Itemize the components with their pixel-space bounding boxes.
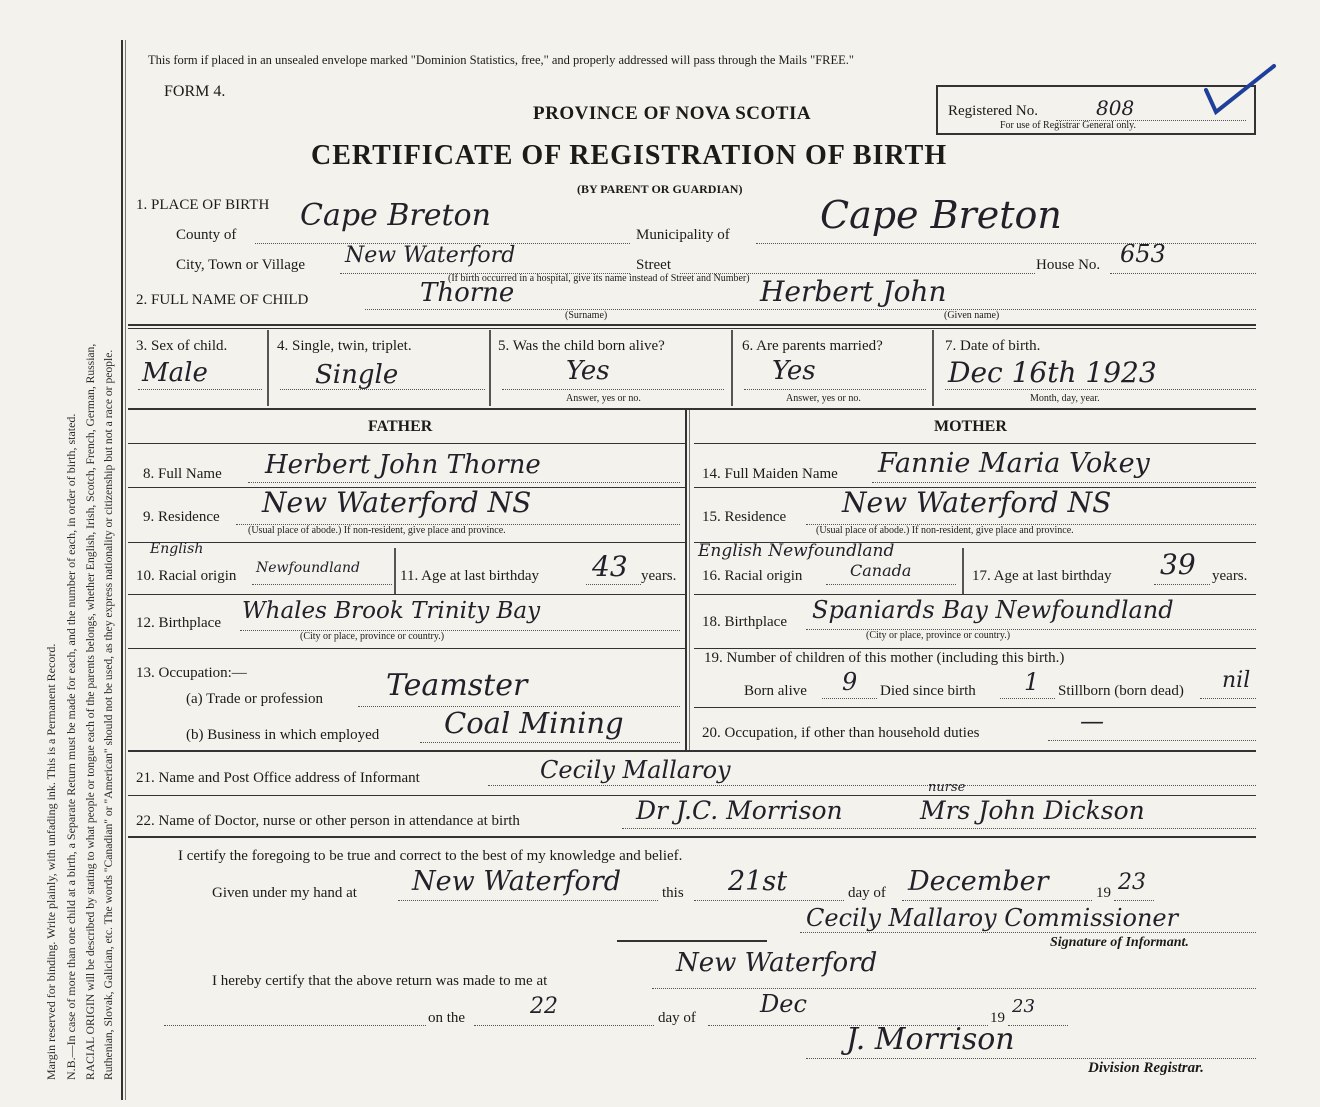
mail-notice: This form if placed in an unsealed envelope marked "Dominion Statistics, free," and properly addressed will pass through the Mails "FREE." <box>148 53 855 67</box>
day-line <box>694 900 844 901</box>
row-sep-19 <box>694 648 1256 649</box>
father-business-label: (b) Business in which employed <box>186 727 380 743</box>
registrar-day-of-label: day of <box>658 1010 696 1026</box>
father-residence-note: (Usual place of abode.) If non-resident, give place and province. <box>248 525 506 536</box>
doctor-label: 22. Name of Doctor, nurse or other person in attendance at birth <box>136 813 520 829</box>
col-div-2 <box>489 330 491 406</box>
mother-age-divider <box>962 548 964 594</box>
row-sep-12 <box>128 594 685 595</box>
city-value: New Waterford <box>345 243 516 268</box>
mother-occupation-label: 20. Occupation, if other than household duties <box>702 725 980 741</box>
died-line <box>1000 698 1055 699</box>
row-sep-10 <box>128 542 685 543</box>
certify-year-prefix: 19 <box>1096 885 1111 901</box>
mother-years-label: years. <box>1212 568 1248 584</box>
mother-age-line <box>1154 584 1210 585</box>
child-given-value: Herbert John <box>760 275 947 308</box>
mother-residence-label: 15. Residence <box>702 509 787 525</box>
mother-name-value: Fannie Maria Vokey <box>878 448 1150 479</box>
father-years-label: years. <box>641 568 677 584</box>
row-sep-13 <box>128 648 685 649</box>
born-alive-label: Born alive <box>744 683 807 699</box>
father-age-divider <box>394 548 396 594</box>
father-birthplace-note: (City or place, province or country.) <box>300 631 445 642</box>
mother-age-label: 17. Age at last birthday <box>972 568 1112 584</box>
certify-statement: I certify the foregoing to be true and correct to the best of my knowledge and belief. <box>178 848 683 864</box>
house-value: 653 <box>1120 240 1166 268</box>
informant-value: Cecily Mallaroy <box>540 756 731 784</box>
mother-heading: MOTHER <box>934 418 1007 435</box>
registrar-year-line <box>1008 1025 1068 1026</box>
father-racial-line <box>252 584 392 585</box>
registrar-statement: I hereby certify that the above return was made to me at <box>212 973 548 989</box>
certify-year-line <box>1114 900 1154 901</box>
given-name-note: (Given name) <box>944 310 1000 321</box>
registered-label: Registered No. <box>948 103 1038 119</box>
mother-children-label: 19. Number of children of this mother (including this birth.) <box>704 650 1065 666</box>
father-trade-label: (a) Trade or profession <box>186 691 324 707</box>
stillborn-value: nil <box>1222 668 1251 693</box>
mother-racial-line <box>826 584 956 585</box>
died-label: Died since birth <box>880 683 976 699</box>
mother-birthplace-note: (City or place, province or country.) <box>866 630 1011 641</box>
mother-occupation-line <box>1048 740 1256 741</box>
signature-rule <box>617 940 767 942</box>
father-name-label: 8. Full Name <box>143 466 222 482</box>
date-label: 7. Date of birth. <box>945 338 1041 354</box>
registrar-year-prefix: 19 <box>990 1010 1005 1026</box>
mother-residence-value: New Waterford NS <box>842 486 1112 519</box>
nurse-mark: nurse <box>928 780 966 795</box>
mother-name-label: 14. Full Maiden Name <box>702 466 838 482</box>
stillborn-line <box>1200 698 1256 699</box>
doctor-value: Dr J.C. Morrison <box>636 796 843 825</box>
mother-occupation-value: — <box>1080 707 1104 735</box>
father-racial-value: Newfoundland <box>256 560 360 576</box>
father-heading: FATHER <box>368 418 433 435</box>
col-div-4 <box>932 330 934 406</box>
divider-1 <box>128 324 1256 326</box>
father-residence-value: New Waterford NS <box>262 486 532 519</box>
divider-2 <box>128 408 1256 410</box>
municipality-label: Municipality of <box>636 227 730 243</box>
col-div-3 <box>731 330 733 406</box>
died-value: 1 <box>1024 668 1040 696</box>
registrar-year-value: 23 <box>1012 996 1035 1017</box>
margin-note-4: Ruthenian, Slovak, Galician, etc. The words "Canadian" or "American" should not be used, as they express nationality or citizenship but not a race or people. <box>102 349 115 1080</box>
certify-day-value: 21st <box>728 866 788 897</box>
row-sep-20 <box>694 707 1256 708</box>
registrar-day-value: 22 <box>530 994 558 1019</box>
child-name-line <box>365 309 1256 310</box>
sex-label: 3. Sex of child. <box>136 338 228 354</box>
born-alive-value: 9 <box>842 668 858 696</box>
margin-note-1: Margin reserved for binding. Write plainly, with unfading ink. This is a Permanent Record. <box>44 643 58 1080</box>
registrar-place-value: New Waterford <box>676 948 878 978</box>
divider-3 <box>128 750 1256 752</box>
mother-racial-value: Canada <box>850 561 912 580</box>
informant-label: 21. Name and Post Office address of Informant <box>136 770 420 786</box>
informant-line <box>488 785 1256 786</box>
father-racial-top-value: English <box>150 541 204 557</box>
house-label: House No. <box>1036 257 1101 273</box>
father-occupation-label: 13. Occupation:— <box>136 665 247 681</box>
registrar-signature-line <box>806 1058 1256 1059</box>
registrar-day-line <box>474 1025 654 1026</box>
married-label: 6. Are parents married? <box>742 338 883 354</box>
province-title: PROVINCE OF NOVA SCOTIA <box>533 103 812 124</box>
married-note: Answer, yes or no. <box>786 393 861 404</box>
informant-signature-line <box>800 932 1256 933</box>
mother-birthplace-value: Spaniards Bay Newfoundland <box>812 596 1174 624</box>
doctor-line <box>622 828 1256 829</box>
father-racial-label: 10. Racial origin <box>136 568 237 584</box>
registrar-month-value: Dec <box>760 990 807 1018</box>
informant-signature: Cecily Mallaroy Commissioner <box>806 904 1179 932</box>
date-value: Dec 16th 1923 <box>948 356 1157 389</box>
mother-name-line <box>872 482 1256 483</box>
page-title: CERTIFICATE OF REGISTRATION OF BIRTH <box>311 140 948 171</box>
center-divider-b <box>689 410 690 750</box>
child-surname-value: Thorne <box>420 278 515 308</box>
given-place-value: New Waterford <box>412 866 621 897</box>
surname-note: (Surname) <box>565 310 608 321</box>
certify-day-of-label: day of <box>848 885 886 901</box>
single-label: 4. Single, twin, triplet. <box>277 338 412 354</box>
signature-label: Signature of Informant. <box>1050 935 1189 950</box>
municipality-line <box>756 243 1256 244</box>
given-place-line <box>398 900 658 901</box>
county-value: Cape Breton <box>300 198 491 233</box>
alive-note: Answer, yes or no. <box>566 393 641 404</box>
father-birthplace-label: 12. Birthplace <box>136 615 221 631</box>
divider-5 <box>128 836 1256 838</box>
alive-line <box>502 389 724 390</box>
municipality-value: Cape Breton <box>820 193 1062 237</box>
mother-age-value: 39 <box>1160 548 1196 581</box>
division-registrar-label: Division Registrar. <box>1088 1060 1204 1076</box>
check-mark-icon <box>1200 60 1280 120</box>
registrar-lead-line <box>164 1025 426 1026</box>
father-business-line <box>420 742 680 743</box>
father-trade-value: Teamster <box>386 668 528 703</box>
father-age-line <box>586 584 641 585</box>
binding-border <box>121 40 123 1100</box>
born-alive-line <box>822 698 877 699</box>
this-label: this <box>662 885 684 901</box>
mother-racial-label: 16. Racial origin <box>702 568 803 584</box>
row-sep-18 <box>694 594 1256 595</box>
single-value: Single <box>315 360 399 390</box>
alive-value: Yes <box>566 356 610 386</box>
col-div-1 <box>267 330 269 406</box>
married-value: Yes <box>772 356 816 386</box>
mother-residence-note: (Usual place of abode.) If non-resident, give place and province. <box>816 525 1074 536</box>
divider-1b <box>128 328 1256 329</box>
date-line <box>945 389 1256 390</box>
certify-year-value: 23 <box>1118 870 1146 895</box>
binding-border-inner <box>125 40 126 1100</box>
city-label: City, Town or Village <box>176 257 306 273</box>
doctor-value-2: Mrs John Dickson <box>920 796 1145 825</box>
father-age-value: 43 <box>592 550 628 583</box>
registered-value: 808 <box>1096 96 1135 120</box>
sex-value: Male <box>142 358 208 388</box>
alive-label: 5. Was the child born alive? <box>498 338 665 354</box>
house-line <box>1110 273 1256 274</box>
stillborn-label: Stillborn (born dead) <box>1058 683 1184 699</box>
on-the-label: on the <box>428 1010 466 1026</box>
month-line <box>902 900 1092 901</box>
row-sep-14 <box>694 443 1256 444</box>
center-divider <box>685 410 687 750</box>
father-business-value: Coal Mining <box>444 706 624 740</box>
father-age-label: 11. Age at last birthday <box>400 568 539 584</box>
certify-month-value: December <box>908 866 1049 897</box>
form-number: FORM 4. <box>164 83 226 100</box>
subtitle: (BY PARENT OR GUARDIAN) <box>577 182 743 196</box>
margin-note-3: RACIAL ORIGIN will be described by stating to what people or tongue each of the parents belongs, whether English, Irish, Scotch, French, German, Russian, <box>84 343 97 1080</box>
county-label: County of <box>176 227 237 243</box>
margin-note-2: N.B.—In case of more than one child at a birth, a Separate Return must be made for each, and the number of each, in order of birth, stated. <box>64 413 78 1080</box>
mother-birthplace-label: 18. Birthplace <box>702 614 787 630</box>
father-residence-label: 9. Residence <box>143 509 220 525</box>
father-birthplace-value: Whales Brook Trinity Bay <box>242 598 541 624</box>
sex-line <box>138 389 262 390</box>
married-line <box>744 389 926 390</box>
father-name-value: Herbert John Thorne <box>265 450 541 480</box>
registrar-signature: J. Morrison <box>846 1022 1015 1057</box>
registrar-place-line <box>652 988 1256 989</box>
hospital-note: (If birth occurred in a hospital, give its name instead of Street and Number) <box>448 273 750 284</box>
date-note: Month, day, year. <box>1030 393 1100 404</box>
place-of-birth-label: 1. PLACE OF BIRTH <box>136 197 270 213</box>
child-name-label: 2. FULL NAME OF CHILD <box>136 292 309 308</box>
registrar-note: For use of Registrar General only. <box>1000 120 1136 131</box>
father-name-line <box>248 482 680 483</box>
row-sep-8 <box>128 443 685 444</box>
street-label: Street <box>636 257 671 273</box>
given-label: Given under my hand at <box>212 885 357 901</box>
mother-racial-top-value: English Newfoundland <box>698 541 895 561</box>
